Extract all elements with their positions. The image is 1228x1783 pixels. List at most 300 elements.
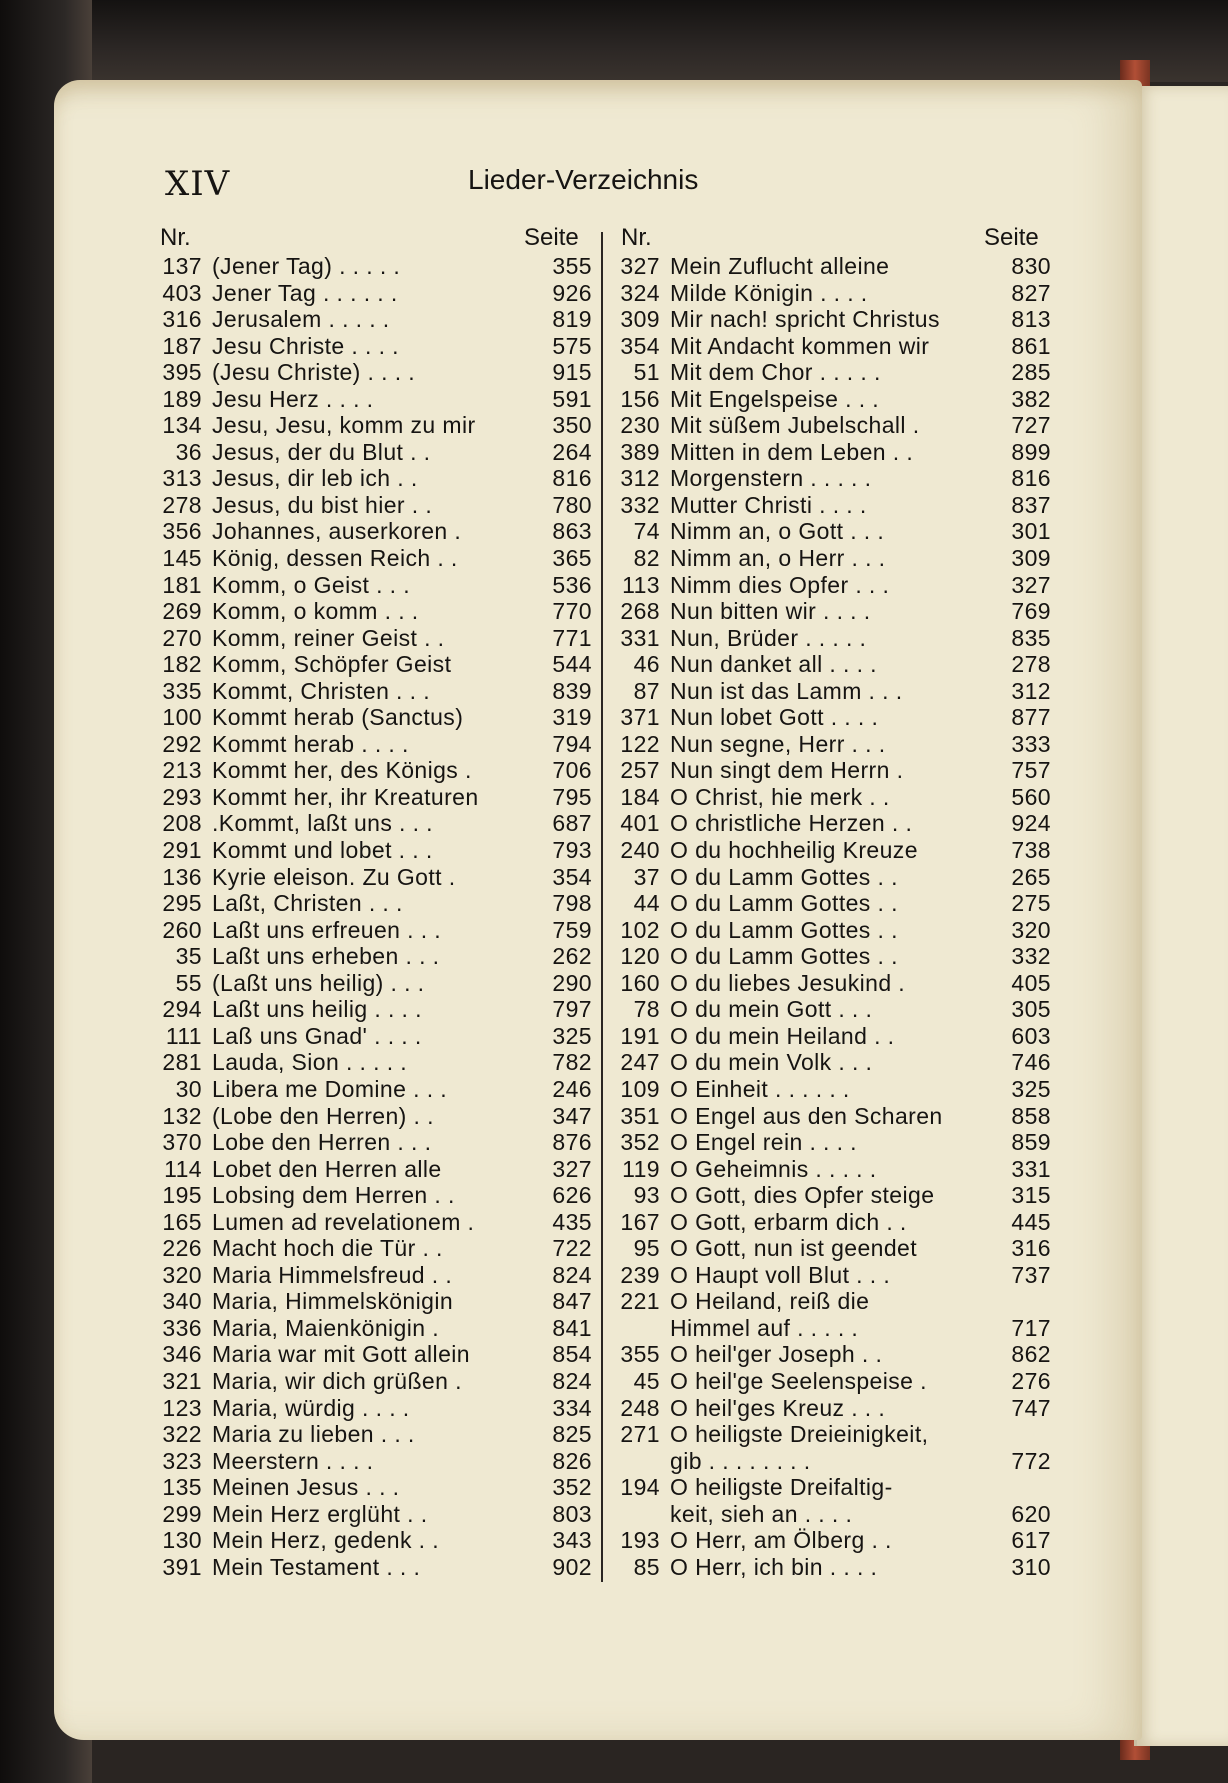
entry-title: Laßt, Christen . . . [212, 890, 403, 917]
index-entry [614, 253, 1051, 280]
entry-nr: 332 [620, 491, 660, 518]
entry-title: Lobet den Herren alle [212, 1155, 442, 1182]
entry-nr: 260 [162, 916, 202, 943]
entry-nr: 46 [633, 651, 660, 678]
index-entry [614, 704, 1051, 731]
index-entry [614, 1288, 1051, 1315]
entry-nr: 109 [620, 1075, 660, 1102]
entry-nr: 239 [620, 1261, 660, 1288]
index-entry [614, 1262, 1051, 1289]
entry-seite: 902 [552, 1553, 592, 1580]
entry-title: Maria zu lieben . . . [212, 1421, 415, 1448]
entry-title: O du Lamm Gottes . . [670, 890, 898, 917]
entry-title: Mutter Christi . . . . [670, 491, 867, 518]
index-entry [152, 1076, 592, 1103]
entry-title: Laß uns Gnad' . . . . [212, 1022, 422, 1049]
index-entry [152, 837, 592, 864]
entry-seite: 722 [552, 1235, 592, 1262]
index-entry [152, 572, 592, 599]
entry-seite: 315 [1011, 1182, 1051, 1209]
entry-title: O heiligste Dreifaltig- [670, 1474, 893, 1501]
entry-title: Kommt her, ihr Kreaturen [212, 783, 479, 810]
entry-nr: 93 [633, 1182, 660, 1209]
entry-title: Lumen ad revelationem . [212, 1208, 475, 1235]
entry-seite: 285 [1011, 359, 1051, 386]
entry-nr: 44 [633, 890, 660, 917]
entry-seite: 827 [1011, 279, 1051, 306]
entry-title: O heiligste Dreieinigkeit, [670, 1421, 929, 1448]
entry-nr: 51 [633, 359, 660, 386]
entry-seite: 312 [1011, 677, 1051, 704]
index-entry [152, 757, 592, 784]
entry-nr: 294 [162, 996, 202, 1023]
entry-title: Komm, o komm . . . [212, 598, 419, 625]
entry-title: Kommt herab (Sanctus) [212, 704, 464, 731]
entry-seite: 738 [1011, 837, 1051, 864]
entry-seite: 319 [552, 704, 592, 731]
entry-seite: 320 [1011, 916, 1051, 943]
entry-seite: 816 [1011, 465, 1051, 492]
entry-title: Kommt her, des Königs . [212, 757, 472, 784]
index-entry [152, 996, 592, 1023]
index-entry [152, 1288, 592, 1315]
entry-nr: 309 [620, 306, 660, 333]
index-entry [152, 439, 592, 466]
entry-seite: 246 [552, 1075, 592, 1102]
entry-nr: 189 [162, 385, 202, 412]
entry-nr: 85 [633, 1553, 660, 1580]
entry-seite: 839 [552, 677, 592, 704]
index-entry [152, 1421, 592, 1448]
entry-nr: 356 [162, 518, 202, 545]
entry-nr: 313 [162, 465, 202, 492]
index-entry [614, 280, 1051, 307]
index-entry [614, 1527, 1051, 1554]
entry-nr: 401 [620, 810, 660, 837]
entry-nr: 113 [622, 571, 660, 598]
index-entry [614, 1049, 1051, 1076]
entry-seite: 290 [552, 969, 592, 996]
entry-seite: 687 [552, 810, 592, 837]
entry-seite: 352 [552, 1474, 592, 1501]
entry-seite: 603 [1011, 1022, 1051, 1049]
entry-nr: 102 [620, 916, 660, 943]
entry-nr: 324 [620, 279, 660, 306]
index-entry [152, 280, 592, 307]
entry-nr: 293 [162, 783, 202, 810]
entry-nr: 291 [162, 837, 202, 864]
next-page-edge [1134, 86, 1228, 1746]
index-entry [614, 1023, 1051, 1050]
entry-seite: 854 [552, 1341, 592, 1368]
entry-title: O Gott, nun ist geendet [670, 1235, 918, 1262]
entry-seite: 877 [1011, 704, 1051, 731]
entry-nr: 182 [162, 651, 202, 678]
entry-nr: 371 [620, 704, 660, 731]
entry-nr: 240 [620, 837, 660, 864]
entry-nr: 346 [162, 1341, 202, 1368]
entry-title: .Kommt, laßt uns . . . [212, 810, 433, 837]
entry-nr: 82 [633, 545, 660, 572]
index-entry [614, 1421, 1051, 1448]
left-nr-heading: Nr. [160, 224, 191, 251]
entry-seite: 727 [1011, 412, 1051, 439]
entry-title: O du mein Heiland . . [670, 1022, 895, 1049]
entry-seite: 770 [552, 598, 592, 625]
entry-nr: 270 [162, 624, 202, 651]
index-entry [152, 1395, 592, 1422]
entry-nr: 336 [162, 1314, 202, 1341]
entry-seite: 445 [1011, 1208, 1051, 1235]
index-entry [152, 784, 592, 811]
entry-nr: 55 [175, 969, 202, 996]
index-entry [614, 1368, 1051, 1395]
entry-title: Maria Himmelsfreud . . [212, 1261, 453, 1288]
index-entry [152, 1315, 592, 1342]
index-entry [152, 1527, 592, 1554]
index-entry [614, 917, 1051, 944]
entry-title: Lobe den Herren . . . [212, 1129, 432, 1156]
entry-nr: 292 [162, 730, 202, 757]
entry-nr: 134 [162, 412, 202, 439]
entry-title: Jesu, Jesu, komm zu mir [212, 412, 476, 439]
entry-nr: 323 [162, 1447, 202, 1474]
entry-title: Maria, würdig . . . . [212, 1394, 410, 1421]
entry-nr: 111 [165, 1022, 202, 1049]
entry-seite [993, 1421, 1051, 1448]
entry-nr: 122 [620, 730, 660, 757]
index-entry [614, 731, 1051, 758]
entry-title: Nun, Brüder . . . . . [670, 624, 867, 651]
entry-seite: 365 [552, 545, 592, 572]
entry-title: O Gott, dies Opfer steige [670, 1182, 935, 1209]
entry-nr: 248 [620, 1394, 660, 1421]
entry-seite: 333 [1011, 730, 1051, 757]
entry-nr: 37 [633, 863, 660, 890]
entry-nr: 156 [620, 385, 660, 412]
entry-title: (Laßt uns heilig) . . . [212, 969, 425, 996]
entry-title: Mein Zuflucht alleine [670, 253, 890, 279]
entry-nr: 30 [175, 1075, 202, 1102]
entry-seite: 332 [1011, 943, 1051, 970]
index-entry [614, 864, 1051, 891]
entry-seite: 544 [552, 651, 592, 678]
entry-title: Kommt herab . . . . [212, 730, 409, 757]
index-entry [614, 837, 1051, 864]
entry-nr: 327 [620, 253, 660, 279]
entry-title: Meerstern . . . . [212, 1447, 374, 1474]
entry-seite: 536 [552, 571, 592, 598]
entry-nr: 370 [162, 1129, 202, 1156]
entry-nr: 351 [620, 1102, 660, 1129]
entry-nr: 312 [620, 465, 660, 492]
entry-title: Komm, Schöpfer Geist [212, 651, 452, 678]
entry-title: Macht hoch die Tür . . [212, 1235, 443, 1262]
entry-nr: 316 [162, 306, 202, 333]
entry-title: Laßt uns erheben . . . [212, 943, 440, 970]
entry-seite: 772 [1011, 1447, 1051, 1474]
index-entry [152, 518, 592, 545]
entry-seite: 771 [552, 624, 592, 651]
entry-title: (Jener Tag) . . . . . [212, 253, 401, 279]
index-entry [614, 996, 1051, 1023]
entry-seite: 780 [552, 491, 592, 518]
entry-title: Jerusalem . . . . . [212, 306, 390, 333]
left-seite-heading: Seite [524, 224, 579, 251]
entry-seite: 824 [552, 1367, 592, 1394]
entry-nr: 135 [162, 1474, 202, 1501]
entry-nr: 160 [620, 969, 660, 996]
index-entry [152, 917, 592, 944]
index-entry [152, 253, 592, 280]
entry-nr: 257 [620, 757, 660, 784]
entry-title: Mein Herz erglüht . . [212, 1500, 428, 1527]
entry-title: Morgenstern . . . . . [670, 465, 872, 492]
entry-seite: 262 [552, 943, 592, 970]
index-entry [152, 359, 592, 386]
index-entry [152, 943, 592, 970]
page-title: Lieder-Verzeichnis [468, 164, 699, 195]
entry-nr: 120 [620, 943, 660, 970]
index-entry [152, 1501, 592, 1528]
entry-title: Mein Testament . . . [212, 1553, 421, 1580]
entry-nr: 268 [620, 598, 660, 625]
entry-title: Maria war mit Gott allein [212, 1341, 470, 1368]
index-entry [614, 1129, 1051, 1156]
entry-seite: 926 [552, 279, 592, 306]
index-entry [614, 1156, 1051, 1183]
index-entry [152, 704, 592, 731]
entry-title: O Engel aus den Scharen [670, 1102, 943, 1129]
index-entry [152, 970, 592, 997]
entry-title: Kommt, Christen . . . [212, 677, 431, 704]
page-number: XIV [165, 164, 231, 204]
entry-nr: 403 [162, 279, 202, 306]
entry-title: O heil'ges Kreuz . . . [670, 1394, 886, 1421]
entry-seite: 617 [1011, 1527, 1051, 1554]
entry-seite: 795 [552, 783, 592, 810]
index-entry [614, 1235, 1051, 1262]
entry-nr: 271 [620, 1421, 660, 1448]
entry-title: Laßt uns erfreuen . . . [212, 916, 442, 943]
index-entry [614, 1103, 1051, 1130]
entry-title: O heil'ger Joseph . . [670, 1341, 883, 1368]
entry-nr: 130 [162, 1527, 202, 1554]
entry-seite: 334 [552, 1394, 592, 1421]
index-entry [152, 1103, 592, 1130]
entry-seite: 626 [552, 1182, 592, 1209]
entry-seite: 837 [1011, 491, 1051, 518]
entry-nr: 36 [175, 438, 202, 465]
entry-nr: 119 [622, 1155, 660, 1182]
index-entry [152, 386, 592, 413]
entry-nr: 95 [633, 1235, 660, 1262]
entry-nr: 331 [620, 624, 660, 651]
entry-title: O Herr, ich bin . . . . [670, 1553, 878, 1580]
entry-title: Jesus, dir leb ich . . [212, 465, 418, 492]
entry-title: Mit dem Chor . . . . . [670, 359, 881, 386]
entry-title: O Heiland, reiß die [670, 1288, 870, 1315]
index-entry [614, 492, 1051, 519]
entry-seite: 405 [1011, 969, 1051, 996]
entry-title: O du hochheilig Kreuze [670, 837, 918, 864]
entry-nr: 137 [162, 253, 202, 279]
entry-title: Laßt uns heilig . . . . [212, 996, 422, 1023]
entry-nr: 269 [162, 598, 202, 625]
entry-title: (Jesu Christe) . . . . [212, 359, 416, 386]
index-entry [152, 333, 592, 360]
entry-seite: 316 [1011, 1235, 1051, 1262]
entry-seite: 354 [552, 863, 592, 890]
entry-nr: 321 [162, 1367, 202, 1394]
entry-title: Nun ist das Lamm . . . [670, 677, 903, 704]
index-entry [152, 1554, 592, 1581]
index-entry [614, 1315, 1051, 1342]
index-entry [152, 1368, 592, 1395]
entry-nr: 165 [162, 1208, 202, 1235]
entry-seite: 350 [552, 412, 592, 439]
index-entry [614, 598, 1051, 625]
index-entry [152, 731, 592, 758]
entry-seite: 325 [552, 1022, 592, 1049]
index-entry [614, 333, 1051, 360]
entry-title: O du Lamm Gottes . . [670, 916, 898, 943]
index-entry [152, 1156, 592, 1183]
entry-title: Libera me Domine . . . [212, 1075, 448, 1102]
entry-title: Nun lobet Gott . . . . [670, 704, 879, 731]
entry-nr: 247 [620, 1049, 660, 1076]
entry-nr: 395 [162, 359, 202, 386]
entry-title: Himmel auf . . . . . [670, 1314, 859, 1341]
entry-nr: 45 [633, 1367, 660, 1394]
index-entry [152, 1474, 592, 1501]
entry-nr: 295 [162, 890, 202, 917]
entry-title: O du mein Volk . . . [670, 1049, 873, 1076]
index-entry [152, 1049, 592, 1076]
entry-title: Jener Tag . . . . . . [212, 279, 398, 306]
entry-nr [614, 1315, 660, 1342]
index-entry [614, 810, 1051, 837]
entry-title: Nimm dies Opfer . . . [670, 571, 890, 598]
entry-seite: 620 [1011, 1500, 1051, 1527]
entry-seite: 835 [1011, 624, 1051, 651]
entry-seite: 265 [1011, 863, 1051, 890]
entry-seite: 310 [1011, 1553, 1051, 1580]
entry-seite: 560 [1011, 783, 1051, 810]
entry-title: O Gott, erbarm dich . . [670, 1208, 907, 1235]
entry-seite: 861 [1011, 332, 1051, 359]
index-entry [152, 545, 592, 572]
entry-title: Lobsing dem Herren . . [212, 1182, 455, 1209]
index-entry [152, 492, 592, 519]
index-entry [614, 1076, 1051, 1103]
entry-nr: 87 [633, 677, 660, 704]
entry-seite: 924 [1011, 810, 1051, 837]
index-entry [614, 1209, 1051, 1236]
entry-nr: 74 [633, 518, 660, 545]
index-entry [614, 757, 1051, 784]
index-entry [614, 386, 1051, 413]
index-entry [614, 545, 1051, 572]
entry-seite: 862 [1011, 1341, 1051, 1368]
entry-nr: 187 [162, 332, 202, 359]
entry-title: O Herr, am Ölberg . . [670, 1527, 892, 1554]
entry-seite: 794 [552, 730, 592, 757]
entry-seite [993, 1474, 1051, 1501]
index-entry [614, 306, 1051, 333]
entry-title: O du liebes Jesukind . [670, 969, 906, 996]
index-entry [614, 678, 1051, 705]
index-entry [152, 306, 592, 333]
entry-seite: 706 [552, 757, 592, 784]
entry-nr: 132 [162, 1102, 202, 1129]
entry-seite: 275 [1011, 890, 1051, 917]
entry-nr: 352 [620, 1129, 660, 1156]
entry-nr: 123 [162, 1394, 202, 1421]
entry-title: Mit süßem Jubelschall . [670, 412, 920, 439]
entry-title: O Geheimnis . . . . . [670, 1155, 877, 1182]
entry-title: O du mein Gott . . . [670, 996, 873, 1023]
entry-title: gib . . . . . . . . [670, 1447, 811, 1474]
index-entry [614, 651, 1051, 678]
entry-seite: 830 [1011, 253, 1051, 279]
entry-nr: 184 [620, 783, 660, 810]
entry-seite: 797 [552, 996, 592, 1023]
entry-nr: 114 [164, 1155, 202, 1182]
index-entry [152, 1023, 592, 1050]
entry-seite: 327 [1011, 571, 1051, 598]
right-seite-heading: Seite [984, 224, 1039, 251]
entry-title: Jesu Christe . . . . [212, 332, 399, 359]
entry-nr: 230 [620, 412, 660, 439]
entry-nr: 354 [620, 332, 660, 359]
entry-nr: 213 [162, 757, 202, 784]
entry-seite: 816 [552, 465, 592, 492]
entry-seite: 798 [552, 890, 592, 917]
entry-nr: 281 [162, 1049, 202, 1076]
entry-title: Mir nach! spricht Christus [670, 306, 940, 333]
entry-title: Johannes, auserkoren . [212, 518, 462, 545]
index-entry [614, 625, 1051, 652]
index-entry [152, 1262, 592, 1289]
entry-nr: 320 [162, 1261, 202, 1288]
entry-title: Komm, o Geist . . . [212, 571, 411, 598]
index-entry [614, 1448, 1051, 1475]
entry-nr: 226 [162, 1235, 202, 1262]
index-entry [614, 784, 1051, 811]
entry-nr: 136 [162, 863, 202, 890]
entry-seite: 826 [552, 1447, 592, 1474]
left-index-column [152, 253, 592, 1580]
index-entry [152, 1209, 592, 1236]
entry-seite: 899 [1011, 438, 1051, 465]
entry-title: Jesus, der du Blut . . [212, 438, 431, 465]
entry-title: O du Lamm Gottes . . [670, 863, 898, 890]
index-entry [152, 678, 592, 705]
entry-seite: 305 [1011, 996, 1051, 1023]
entry-nr: 322 [162, 1421, 202, 1448]
index-entry [152, 1235, 592, 1262]
entry-seite: 759 [552, 916, 592, 943]
index-entry [614, 1182, 1051, 1209]
index-entry [614, 518, 1051, 545]
entry-title: Maria, wir dich grüßen . [212, 1367, 462, 1394]
entry-title: O du Lamm Gottes . . [670, 943, 898, 970]
entry-seite: 327 [552, 1155, 592, 1182]
entry-title: Nun singt dem Herrn . [670, 757, 904, 784]
entry-title: O heil'ge Seelenspeise . [670, 1367, 927, 1394]
entry-title: Mit Engelspeise . . . [670, 385, 880, 412]
